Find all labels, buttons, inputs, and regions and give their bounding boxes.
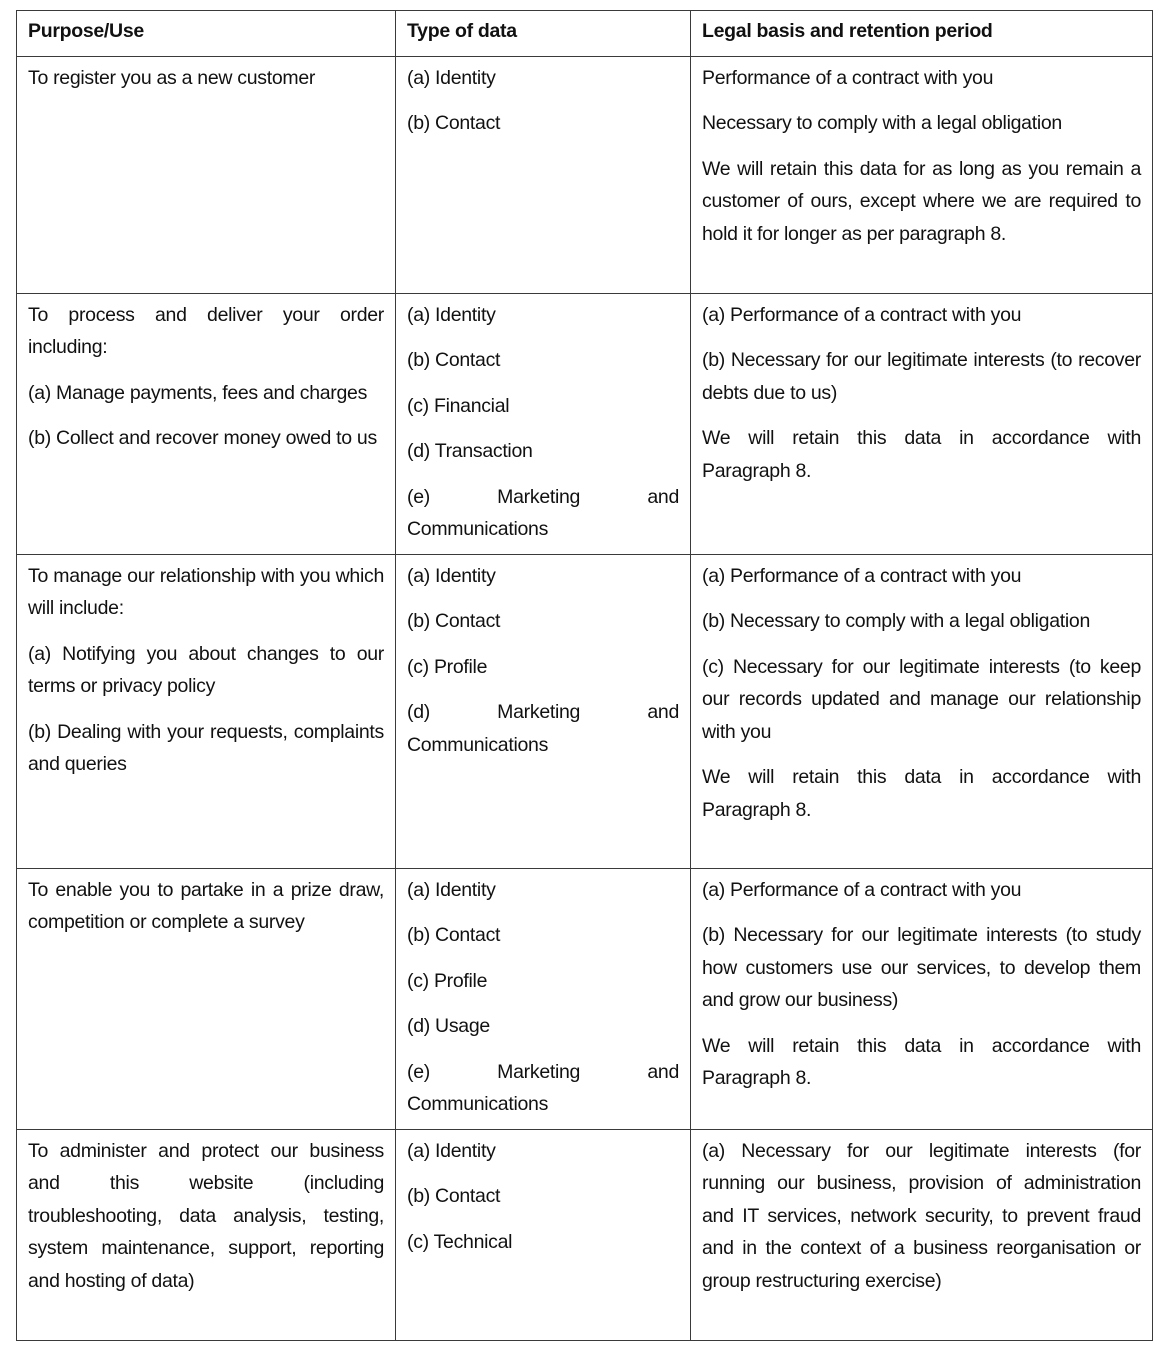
retention-text: We will retain this data in accordance with Paragraph 8. <box>702 766 1141 821</box>
data-type-cell <box>396 554 691 868</box>
legal-basis-text: (a) Necessary for our legitimate interests (for running our business, provision of administration and IT services, network security, to prevent fraud and in the context of a business reorganisation or group restructuring exercise) <box>702 1139 1141 1292</box>
data-type-item: (b) Contact <box>407 924 501 946</box>
data-type-item: (d) Usage <box>407 1015 490 1037</box>
data-type-item: (b) Contact <box>407 1185 501 1207</box>
purpose-cell <box>17 868 396 1129</box>
table-header-row <box>17 11 1153 57</box>
table-row <box>17 56 1153 293</box>
legal-basis-text: (a) Performance of a contract with you <box>702 878 1022 901</box>
table-row <box>17 293 1153 554</box>
purpose-text: (b) Dealing with your requests, complaints and queries <box>28 720 384 775</box>
legal-basis-text: Performance of a contract with you <box>702 66 994 89</box>
retention-text: We will retain this data in accordance with Paragraph 8. <box>702 1034 1141 1089</box>
legal-basis-cell <box>691 554 1153 868</box>
data-type-item: (e) Marketing and Communications <box>407 485 679 540</box>
data-type-cell <box>396 293 691 554</box>
header-purpose-use: Purpose/Use <box>17 11 396 57</box>
purpose-cell <box>17 293 396 554</box>
purpose-cell <box>17 554 396 868</box>
legal-basis-text: (b) Necessary to comply with a legal obligation <box>702 610 1091 632</box>
data-type-item: (a) Identity <box>407 303 496 326</box>
purpose-text: To register you as a new customer <box>28 66 316 89</box>
legal-basis-text: (b) Necessary for our legitimate interests (to study how customers use our services, to develop them and grow our business) <box>702 924 1141 1011</box>
data-type-item: (d) Marketing and Communications <box>407 701 679 756</box>
data-type-item: (a) Identity <box>407 878 496 901</box>
purpose-data-table <box>16 10 1153 1341</box>
legal-basis-cell <box>691 56 1153 293</box>
purpose-text: To enable you to partake in a prize draw, competition or complete a survey <box>28 878 384 933</box>
purpose-text: To manage our relationship with you which will include: <box>28 564 384 619</box>
data-type-item: (c) Profile <box>407 655 488 678</box>
data-type-item: (c) Technical <box>407 1230 513 1253</box>
legal-basis-cell <box>691 868 1153 1129</box>
data-type-cell <box>396 1129 691 1340</box>
header-legal-basis: Legal basis and retention period <box>691 11 1153 57</box>
purpose-cell <box>17 1129 396 1340</box>
legal-basis-text: (b) Necessary for our legitimate interests (to recover debts due to us) <box>702 349 1141 404</box>
purpose-text: To process and deliver your order including: <box>28 303 384 358</box>
data-type-item: (e) Marketing and Communications <box>407 1060 679 1115</box>
purpose-text: (a) Manage payments, fees and charges <box>28 381 368 404</box>
legal-basis-text: (a) Performance of a contract with you <box>702 303 1022 326</box>
data-type-cell <box>396 56 691 293</box>
data-type-item: (c) Profile <box>407 969 488 992</box>
data-type-item: (b) Contact <box>407 112 501 134</box>
legal-basis-text: Necessary to comply with a legal obligation <box>702 112 1062 134</box>
data-type-item: (d) Transaction <box>407 440 533 462</box>
purpose-text: (a) Notifying you about changes to our terms or privacy policy <box>28 642 384 697</box>
legal-basis-cell <box>691 293 1153 554</box>
data-type-item: (b) Contact <box>407 610 501 632</box>
header-type-of-data: Type of data <box>396 11 691 57</box>
legal-basis-text: (a) Performance of a contract with you <box>702 564 1022 587</box>
table-row <box>17 868 1153 1129</box>
legal-basis-text: (c) Necessary for our legitimate interests (to keep our records updated and manage our relationship with you <box>702 655 1141 743</box>
table-row <box>17 1129 1153 1340</box>
data-type-item: (a) Identity <box>407 564 496 587</box>
purpose-cell <box>17 56 396 293</box>
data-type-item: (a) Identity <box>407 66 496 89</box>
table-row <box>17 554 1153 868</box>
legal-basis-cell <box>691 1129 1153 1340</box>
data-type-item: (c) Financial <box>407 394 510 417</box>
data-type-cell <box>396 868 691 1129</box>
retention-text: We will retain this data for as long as you remain a customer of ours, except where we are required to hold it for longer as per paragraph 8. <box>702 157 1141 245</box>
retention-text: We will retain this data in accordance with Paragraph 8. <box>702 427 1141 482</box>
data-type-item: (a) Identity <box>407 1139 496 1162</box>
data-type-item: (b) Contact <box>407 349 501 371</box>
purpose-text: To administer and protect our business and this website (including troubleshooting, data analysis, testing, system maintenance, support, reporting and hosting of data) <box>28 1139 384 1292</box>
purpose-text: (b) Collect and recover money owed to us <box>28 427 377 449</box>
